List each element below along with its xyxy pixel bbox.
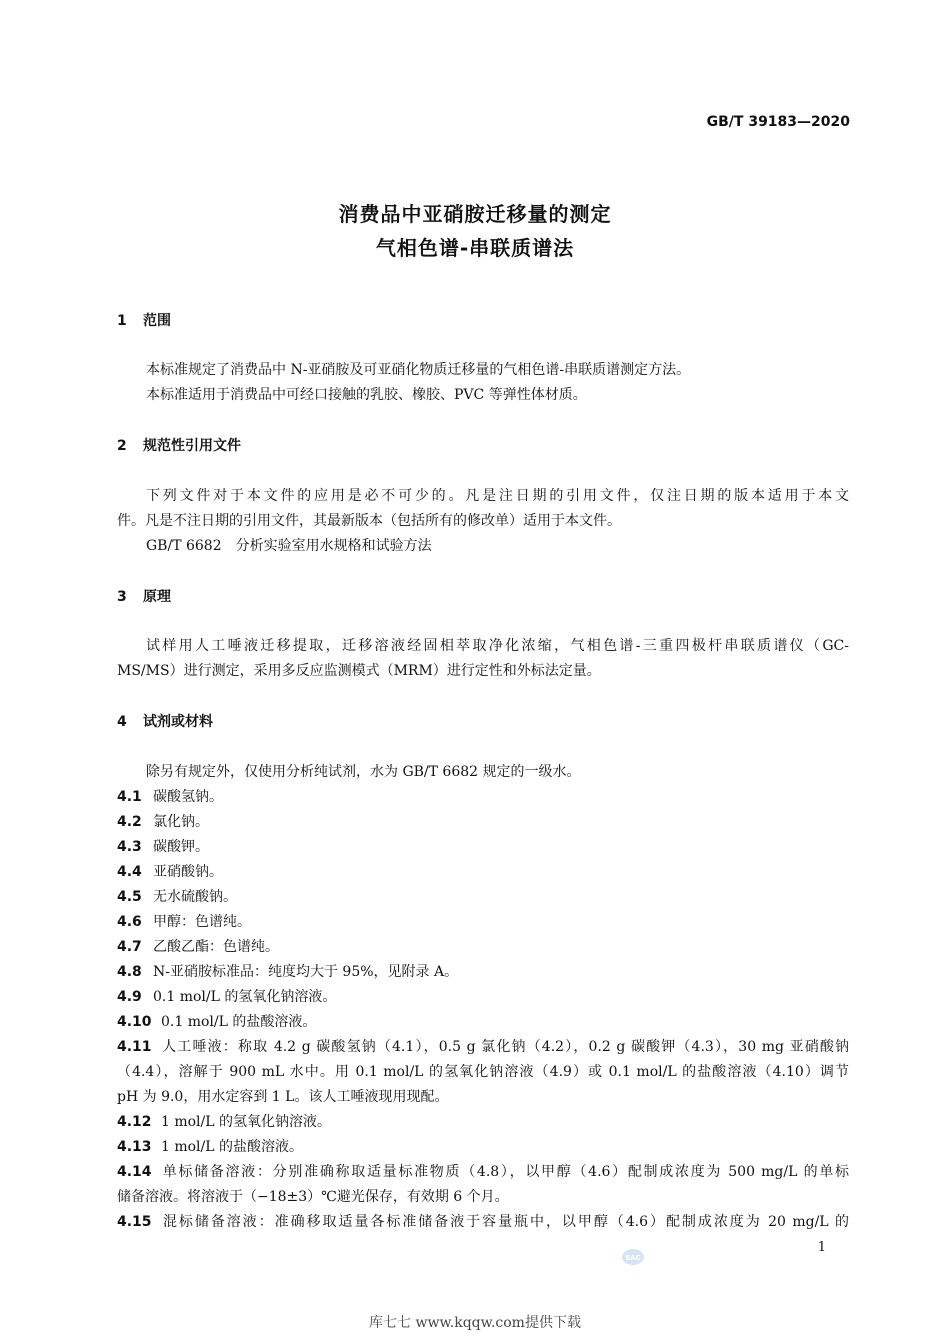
normative-reference: GB/T 6682 分析实验室用水规格和试验方法 <box>146 538 432 554</box>
section-1-heading: 1 范围 <box>117 313 171 329</box>
section-4-intro: 除另有规定外，仅使用分析纯试剂，水为 GB/T 6682 规定的一级水。 <box>146 764 581 780</box>
section-1-paragraph-1: 本标准规定了消费品中 N-亚硝胺及可亚硝化物质迁移量的气相色谱-串联质谱测定方法。 <box>146 362 691 378</box>
svg-text:SAC: SAC <box>625 1254 641 1262</box>
page-number: 1 <box>817 1240 826 1255</box>
document-title-line2: 气相色谱-串联质谱法 <box>375 236 575 260</box>
document-title-line1: 消费品中亚硝胺迁移量的测定 <box>338 202 612 226</box>
list-item: 4.13 1 mol/L 的盐酸溶液。 <box>117 1139 304 1155</box>
list-item-4-11-line3: pH 为 9.0，用水定容到 1 L。该人工唾液现用现配。 <box>117 1089 449 1105</box>
list-item: 4.8 N-亚硝胺标准品：纯度均大于 95%，见附录 A。 <box>117 964 459 980</box>
list-item: 4.7 乙酸乙酯：色谱纯。 <box>117 939 279 955</box>
standard-number: GB/T 39183—2020 <box>706 114 850 130</box>
section-3-heading: 3 原理 <box>117 589 171 605</box>
section-2-heading: 2 规范性引用文件 <box>117 438 241 454</box>
list-item-4-11-line1: 4.11 人工唾液：称取 4.2 g 碳酸氢钠（4.1），0.5 g 氯化钠（4.2），0.2 g 碳酸钾（4.3），30 mg 亚硝酸钠 <box>117 1039 849 1055</box>
list-item: 4.1 碳酸氢钠。 <box>117 789 223 805</box>
list-item: 4.10 0.1 mol/L 的盐酸溶液。 <box>117 1014 317 1030</box>
list-item: 4.6 甲醇：色谱纯。 <box>117 914 251 930</box>
list-item-4-11-line2: （4.4），溶解于 900 mL 水中。用 0.1 mol/L 的氢氧化钠溶液（4.9）或 0.1 mol/L 的盐酸溶液（4.10）调节 <box>117 1064 849 1080</box>
section-3-paragraph-line1: 试样用人工唾液迁移提取，迁移溶液经固相萃取净化浓缩，气相色谱-三重四极杆串联质谱仪（GC- <box>146 638 849 654</box>
list-item-4-14-line1: 4.14 单标储备溶液：分别准确称取适量标准物质（4.8），以甲醇（4.6）配制成浓度为 500 mg/L 的单标 <box>117 1164 849 1180</box>
section-4-heading: 4 试剂或材料 <box>117 714 213 730</box>
list-item: 4.12 1 mol/L 的氢氧化钠溶液。 <box>117 1114 332 1130</box>
section-1-paragraph-2: 本标准适用于消费品中可经口接触的乳胶、橡胶、PVC 等弹性体材质。 <box>146 387 587 403</box>
list-item-4-14-line2: 储备溶液。将溶液于（−18±3）℃避光保存，有效期 6 个月。 <box>117 1189 509 1205</box>
section-3-paragraph-line2: MS/MS）进行测定，采用多反应监测模式（MRM）进行定性和外标法定量。 <box>117 663 601 679</box>
list-item: 4.5 无水硫酸钠。 <box>117 889 237 905</box>
section-2-paragraph-line1: 下列文件对于本文件的应用是必不可少的。凡是注日期的引用文件，仅注日期的版本适用于本文 <box>146 488 849 504</box>
sac-logo-icon <box>621 1248 645 1266</box>
section-2-paragraph-line2: 件。凡是不注日期的引用文件，其最新版本（包括所有的修改单）适用于本文件。 <box>117 513 621 529</box>
list-item: 4.9 0.1 mol/L 的氢氧化钠溶液。 <box>117 989 337 1005</box>
list-item: 4.2 氯化钠。 <box>117 814 209 830</box>
footer-download-note: 库七七 www.kqqw.com提供下载 <box>369 1315 581 1331</box>
list-item: 4.4 亚硝酸钠。 <box>117 864 223 880</box>
list-item: 4.3 碳酸钾。 <box>117 839 209 855</box>
list-item-4-15-line1: 4.15 混标储备溶液：准确移取适量各标准储备液于容量瓶中，以甲醇（4.6）配制成浓度为 20 mg/L 的 <box>117 1214 849 1230</box>
